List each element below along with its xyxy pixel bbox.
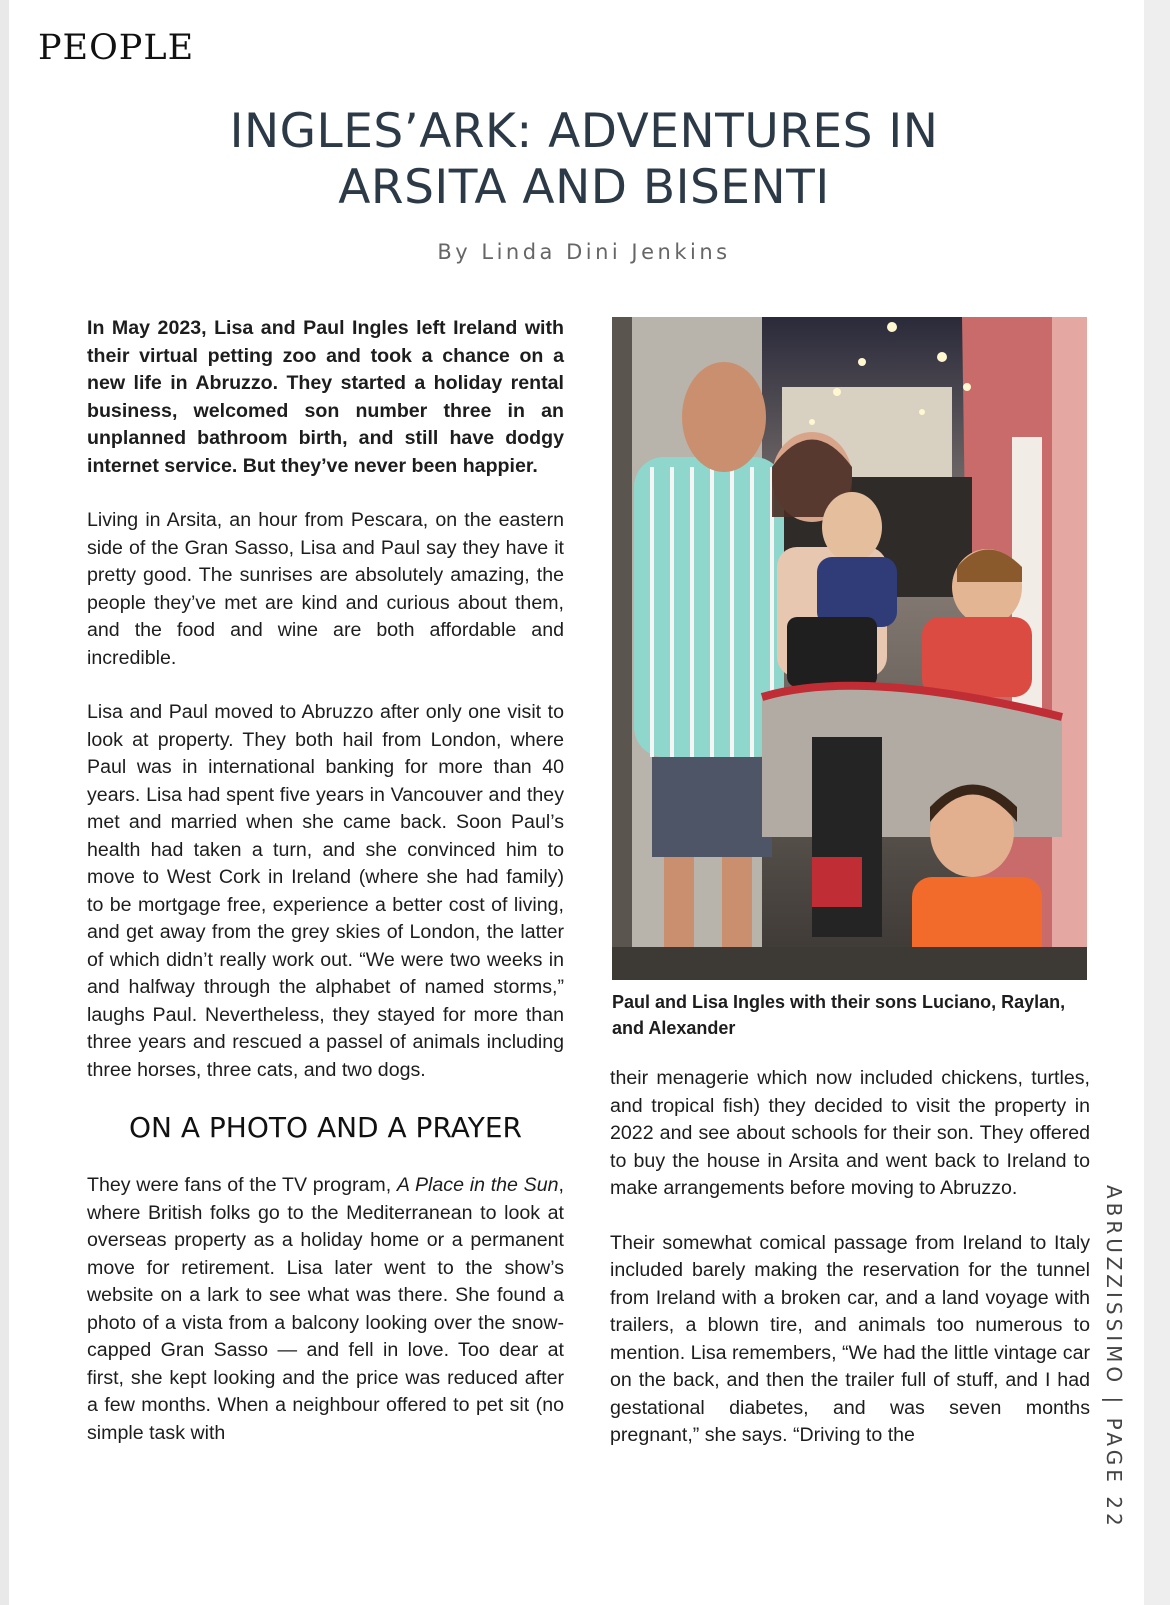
title-line-2: ARSITA AND BISENTI xyxy=(338,160,830,215)
paragraph-3-start: They were fans of the TV program, xyxy=(87,1174,397,1196)
page-edge-right xyxy=(1144,0,1170,1605)
photo-caption: Paul and Lisa Ingles with their sons Luciano, Raylan, and Alexander xyxy=(612,992,1066,1038)
title-line-1: INGLES’ARK: ADVENTURES IN xyxy=(229,104,939,159)
family-photo-illustration xyxy=(612,317,1087,980)
paragraph-3-end: , where British folks go to the Mediterranean to look at overseas property as a holiday home or a permanent move for retirement. Lisa later went to the show’s website on a lark to see what was there. She found a photo of a vista from a balcony looking over the snow-capped Gran Sasso — and fell in love. Too dear at first, she kept looking and the price was reduced after a few months. When a neighbour offered to pet sit (no simple task with xyxy=(87,1174,564,1444)
lead-paragraph: In May 2023, Lisa and Paul Ingles left Ireland with their virtual petting zoo and took a chance on a new life in Abruzzo. They started a holiday rental business, welcomed son number three in an unplanned bathroom birth, and still have dodgy internet service. But they’ve never been happier. xyxy=(87,317,564,477)
paragraph-2: Lisa and Paul moved to Abruzzo after only one visit to look at property. They both hail from London, where Paul was in international banking for more than 40 years. Lisa had spent five years in Vancouver and they met and married when she came back. Soon Paul’s health had taken a turn, and she convinced him to move to West Cork in Ireland (where she had family) to be mortgage free, experience a better cost of living, and get away from the grey skies of London, the latter of which didn’t really work out. “We were two weeks in and halfway through the alphabet of named storms,” laughs Paul. Nevertheless, they stayed for more than three years and rescued a passel of animals including three horses, three cats, and two dogs. xyxy=(87,701,564,1081)
right-column xyxy=(610,1065,1090,1477)
paragraph-5: Their somewhat comical passage from Ireland to Italy included barely making the reservation for the tunnel from Ireland with a broken car, and a land voyage with trailers, a blown tire, and animals too numerous to mention. Lisa remembers, “We had the little vintage car on the back, and then the trailer full of stuff, and I had gestational diabetes, and was seven months pregnant,” she says. “Driving to the xyxy=(610,1231,1090,1446)
page-edge-left xyxy=(0,0,9,1605)
section-label: PEOPLE xyxy=(38,28,195,68)
family-photo xyxy=(612,317,1087,980)
paragraph-4: their menagerie which now included chickens, turtles, and tropical fish) they decided to visit the property in 2022 and see about schools for their son. They offered to buy the house in Arsita and went back to Ireland to make arrangements before moving to Abruzzo. xyxy=(610,1067,1090,1199)
byline: By Linda Dini Jenkins xyxy=(437,240,731,264)
article-title xyxy=(150,104,1018,216)
left-column xyxy=(87,315,564,1474)
page-label: ABRUZZISSIMO | PAGE 22 xyxy=(1102,1185,1126,1530)
show-title: A Place in the Sun xyxy=(396,1174,559,1196)
paragraph-3 xyxy=(87,1172,564,1447)
paragraph-1: Living in Arsita, an hour from Pescara, on the eastern side of the Gran Sasso, Lisa and Paul say they have it pretty good. The sunrises are absolutely amazing, the people they’ve met are kind and curious about them, and the food and wine are both affordable and incredible. xyxy=(87,509,564,669)
subheading: ON A PHOTO AND A PRAYER xyxy=(128,1111,522,1144)
